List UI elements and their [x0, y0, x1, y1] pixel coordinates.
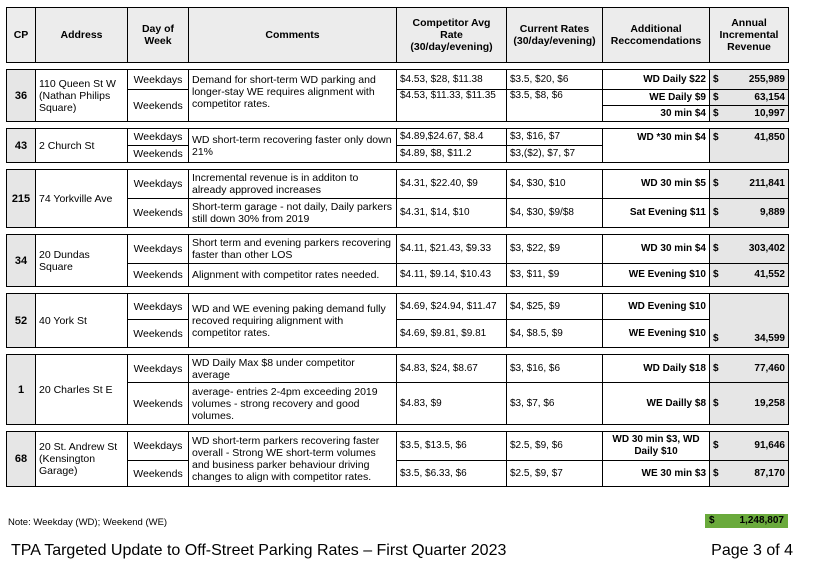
current-cell: $3.5, $20, $6: [507, 70, 603, 90]
currency-symbol: $: [709, 515, 715, 526]
revenue-value: 41,552: [754, 269, 785, 280]
comment-cell: WD Daily Max $8 under competitor average: [189, 355, 397, 383]
competitor-cell: $4.53, $28, $11.38: [397, 70, 507, 90]
cp-number: 68: [7, 432, 36, 487]
revenue-value: 41,850: [754, 132, 785, 143]
day-cell: Weekends: [128, 146, 189, 163]
current-cell: $3, $16, $6: [507, 355, 603, 383]
revenue-cell: [710, 383, 789, 425]
revenue-value: 63,154: [754, 91, 785, 103]
competitor-cell: $4.31, $22.40, $9: [397, 170, 507, 199]
recommendation-cell: WD Evening $10: [603, 294, 710, 320]
revenue-value: 77,460: [754, 362, 785, 374]
current-cell: $3, $11, $9: [507, 264, 603, 287]
current-cell: $4, $25, $9: [507, 294, 603, 320]
revenue-cell: [710, 264, 789, 287]
current-cell: $4, $30, $9/$8: [507, 199, 603, 228]
comment-cell: average- entries 2-4pm exceeding 2019 volumes - strong recovery and good volumes.: [189, 383, 397, 425]
revenue-value: 10,997: [754, 107, 785, 119]
address-cell: 110 Queen St W (Nathan Philips Square): [36, 70, 128, 122]
revenue-cell: [710, 129, 789, 163]
revenue-cell: [710, 70, 789, 90]
revenue-cell: [710, 432, 789, 461]
revenue-value: 91,646: [754, 440, 785, 451]
table-row: [7, 294, 789, 320]
currency-symbol: $: [713, 269, 719, 280]
comment-cell: Demand for short-term WD parking and longer-stay WE requires alignment with competitor rates.: [189, 70, 397, 122]
current-cell: $3.5, $8, $6: [507, 90, 603, 122]
day-cell: Weekends: [128, 264, 189, 287]
currency-symbol: $: [713, 467, 719, 479]
recommendation-cell: WE 30 min $3: [603, 461, 710, 487]
revenue-value: 19,258: [754, 397, 785, 409]
recommendation-cell: WD 30 min $4: [603, 235, 710, 264]
day-cell: Weekdays: [128, 235, 189, 264]
header-cp: CP: [7, 8, 36, 63]
header-comments: Comments: [189, 8, 397, 63]
revenue-cell: [710, 355, 789, 383]
recommendation-cell: 30 min $4: [603, 106, 710, 122]
competitor-cell: $3.5, $13.5, $6: [397, 432, 507, 461]
competitor-cell: $4.89,$24.67, $8.4: [397, 129, 507, 146]
current-cell: $2.5, $9, $7: [507, 461, 603, 487]
revenue-cell: [710, 106, 789, 122]
revenue-value: 87,170: [754, 467, 785, 479]
currency-symbol: $: [713, 107, 719, 119]
recommendation-cell: WD Daily $22: [603, 70, 710, 90]
total-revenue-value: 1,248,807: [739, 515, 784, 526]
currency-symbol: $: [713, 243, 719, 254]
address-cell: 74 Yorkville Ave: [36, 170, 128, 228]
page-number: Page 3 of 4: [711, 542, 793, 559]
comment-cell: WD short-term parkers recovering faster overall - Strong WE short-term volumes and business parker behaviour driving changes to align with competitor rates.: [189, 432, 397, 487]
competitor-cell: $4.69, $9.81, $9.81: [397, 320, 507, 348]
comment-cell: Short-term garage - not daily, Daily parkers still down 30% from 2019: [189, 199, 397, 228]
revenue-cell: [710, 294, 789, 348]
header-additional: Additional Reccomendations: [603, 8, 710, 63]
competitor-cell: $4.83, $24, $8.67: [397, 355, 507, 383]
currency-symbol: $: [713, 397, 719, 409]
day-cell: Weekdays: [128, 70, 189, 90]
day-cell: Weekdays: [128, 355, 189, 383]
address-cell: 40 York St: [36, 294, 128, 348]
revenue-value: 9,889: [759, 207, 785, 218]
table-row: [7, 235, 789, 264]
currency-symbol: $: [713, 440, 719, 451]
table-row: [7, 129, 789, 146]
revenue-cell: [710, 461, 789, 487]
day-cell: Weekdays: [128, 129, 189, 146]
day-cell: Weekdays: [128, 432, 189, 461]
currency-symbol: $: [713, 178, 719, 189]
table-row: [7, 432, 789, 461]
comment-cell: WD short-term recovering faster only down 21%: [189, 129, 397, 163]
day-cell: Weekends: [128, 383, 189, 425]
document-title: TPA Targeted Update to Off-Street Parking Rates – First Quarter 2023: [11, 542, 507, 559]
cp-number: 36: [7, 70, 36, 122]
cp-number: 1: [7, 355, 36, 425]
comment-cell: Alignment with competitor rates needed.: [189, 264, 397, 287]
competitor-cell: $4.53, $11.33, $11.35: [397, 90, 507, 122]
recommendation-cell: Sat Evening $11: [603, 199, 710, 228]
competitor-cell: $4.11, $21.43, $9.33: [397, 235, 507, 264]
cp-number: 52: [7, 294, 36, 348]
revenue-value: 255,989: [748, 73, 785, 85]
current-cell: $3,($2), $7, $7: [507, 146, 603, 163]
recommendation-cell: WD Daily $18: [603, 355, 710, 383]
rates-table: [6, 7, 789, 487]
header-annual: Annual Incremental Revenue: [710, 8, 789, 63]
total-revenue-cell: [705, 514, 788, 528]
cp-number: 34: [7, 235, 36, 287]
current-cell: $3, $22, $9: [507, 235, 603, 264]
header-day: Day of Week: [128, 8, 189, 63]
day-cell: Weekends: [128, 320, 189, 348]
table-note: Note: Weekday (WD); Weekend (WE): [8, 517, 168, 528]
revenue-cell: [710, 170, 789, 199]
recommendation-cell: WD 30 min $5: [603, 170, 710, 199]
day-cell: Weekdays: [128, 170, 189, 199]
competitor-cell: $4.83, $9: [397, 383, 507, 425]
current-cell: $4, $30, $10: [507, 170, 603, 199]
recommendation-cell: WD 30 min $3, WD Daily $10: [603, 432, 710, 461]
currency-symbol: $: [713, 73, 719, 85]
competitor-cell: $4.89, $8, $11.2: [397, 146, 507, 163]
day-cell: Weekends: [128, 90, 189, 122]
current-cell: $2.5, $9, $6: [507, 432, 603, 461]
table-row: [7, 70, 789, 90]
cp-number: 43: [7, 129, 36, 163]
address-cell: 20 Charles St E: [36, 355, 128, 425]
table-row: [7, 170, 789, 199]
competitor-cell: $4.31, $14, $10: [397, 199, 507, 228]
revenue-value: 211,841: [749, 178, 785, 189]
recommendation-cell: WE Evening $10: [603, 320, 710, 348]
day-cell: Weekends: [128, 199, 189, 228]
day-cell: Weekdays: [128, 294, 189, 320]
currency-symbol: $: [713, 362, 719, 374]
recommendation-cell: WE Dailly $8: [603, 383, 710, 425]
recommendation-cell: WE Daily $9: [603, 90, 710, 106]
address-cell: 20 St. Andrew St (Kensington Garage): [36, 432, 128, 487]
header-competitor: Competitor Avg Rate (30/day/evening): [397, 8, 507, 63]
revenue-cell: [710, 90, 789, 106]
competitor-cell: $4.11, $9.14, $10.43: [397, 264, 507, 287]
comment-cell: Incremental revenue is in additon to already approved increases: [189, 170, 397, 199]
current-cell: $3, $7, $6: [507, 383, 603, 425]
comment-cell: Short term and evening parkers recovering faster than other LOS: [189, 235, 397, 264]
currency-symbol: $: [713, 91, 719, 103]
revenue-cell: [710, 199, 789, 228]
revenue-value: 34,599: [754, 333, 785, 344]
recommendation-cell: WD *30 min $4: [603, 129, 710, 163]
header-current: Current Rates (30/day/evening): [507, 8, 603, 63]
currency-symbol: $: [713, 207, 719, 218]
competitor-cell: $3.5, $6.33, $6: [397, 461, 507, 487]
currency-symbol: $: [713, 132, 719, 143]
revenue-cell: [710, 235, 789, 264]
header-address: Address: [36, 8, 128, 63]
recommendation-cell: WE Evening $10: [603, 264, 710, 287]
current-cell: $3, $16, $7: [507, 129, 603, 146]
competitor-cell: $4.69, $24.94, $11.47: [397, 294, 507, 320]
table-row: [7, 355, 789, 383]
address-cell: 20 Dundas Square: [36, 235, 128, 287]
current-cell: $4, $8.5, $9: [507, 320, 603, 348]
comment-cell: WD and WE evening paking demand fully recoved requiring alignment with competitor rates.: [189, 294, 397, 348]
revenue-value: 303,402: [748, 243, 785, 254]
cp-number: 215: [7, 170, 36, 228]
day-cell: Weekends: [128, 461, 189, 487]
address-cell: 2 Church St: [36, 129, 128, 163]
currency-symbol: $: [713, 333, 719, 344]
